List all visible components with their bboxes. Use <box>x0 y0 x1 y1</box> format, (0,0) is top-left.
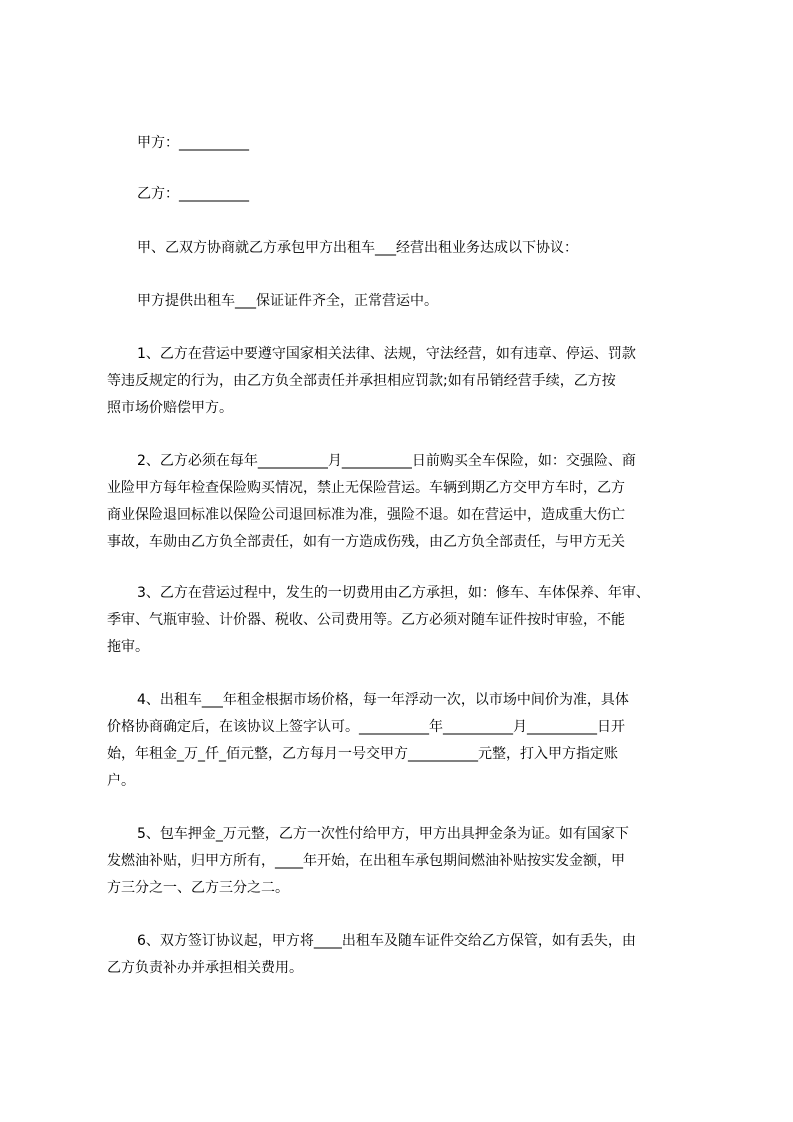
clause-3-line-2: 季审、气瓶审验、计价器、税收、公司费用等。乙方必须对随车证件按时审验，不能 <box>107 612 625 628</box>
party-b-line: 乙方：__________ <box>137 186 249 202</box>
clause-5-line-2: 发燃油补贴，归甲方所有，____年开始，在出租车承包期间燃油补贴按实发金额，甲 <box>107 853 625 869</box>
clause-1-line-2: 等违反规定的行为，由乙方负全部责任并承担相应罚款;如有吊销经营手续，乙方按 <box>107 373 616 389</box>
clause-4-line-4: 户。 <box>107 773 135 789</box>
clause-3-line-3: 拖审。 <box>107 639 149 655</box>
clause-3-line-1: 3、乙方在营运过程中，发生的一切费用由乙方承担，如：修车、车体保养、年审、 <box>137 585 650 601</box>
clause-5-line-3: 方三分之一、乙方三分之二。 <box>107 880 289 896</box>
clause-6-line-2: 乙方负责补办并承担相关费用。 <box>107 960 303 976</box>
clause-6-line-1: 6、双方签订协议起，甲方将____出租车及随车证件交给乙方保管，如有丢失，由 <box>137 933 636 949</box>
clause-2-line-3: 商业保险退回标准以保险公司退回标准为准，强险不退。如在营运中，造成重大伤亡 <box>107 507 625 523</box>
statement-paragraph: 甲方提供出租车___保证证件齐全，正常营运中。 <box>137 293 438 309</box>
clause-1-line-3: 照市场价赔偿甲方。 <box>107 400 233 416</box>
intro-paragraph: 甲、乙双方协商就乙方承包甲方出租车___经营出租业务达成以下协议： <box>137 240 578 256</box>
clause-2-line-2: 业险甲方每年检查保险购买情况，禁止无保险营运。车辆到期乙方交甲方车时，乙方 <box>107 480 625 496</box>
clause-2-line-1: 2、乙方必须在每年__________月__________日前购买全车保险，如：交强险、商 <box>137 453 636 469</box>
clause-1-line-1: 1、乙方在营运中要遵守国家相关法律、法规，守法经营，如有违章、停运、罚款 <box>137 346 636 362</box>
clause-5-line-1: 5、包车押金_万元整，乙方一次性付给甲方，甲方出具押金条为证。如有国家下 <box>137 826 629 842</box>
party-a-line: 甲方：__________ <box>137 135 249 151</box>
clause-4-line-3: 始，年租金_万_仟_佰元整，乙方每月一号交甲方__________元整，打入甲方指定账 <box>107 746 618 762</box>
clause-4-line-1: 4、出租车___年租金根据市场价格，每一年浮动一次，以市场中间价为准，具体 <box>137 692 629 708</box>
clause-2-line-4: 事故，车勋由乙方负全部责任，如有一方造成伤残，由乙方负全部责任，与甲方无关 <box>107 534 625 550</box>
clause-4-line-2: 价格协商确定后，在该协议上签字认可。__________年__________月__________日开 <box>107 719 625 735</box>
